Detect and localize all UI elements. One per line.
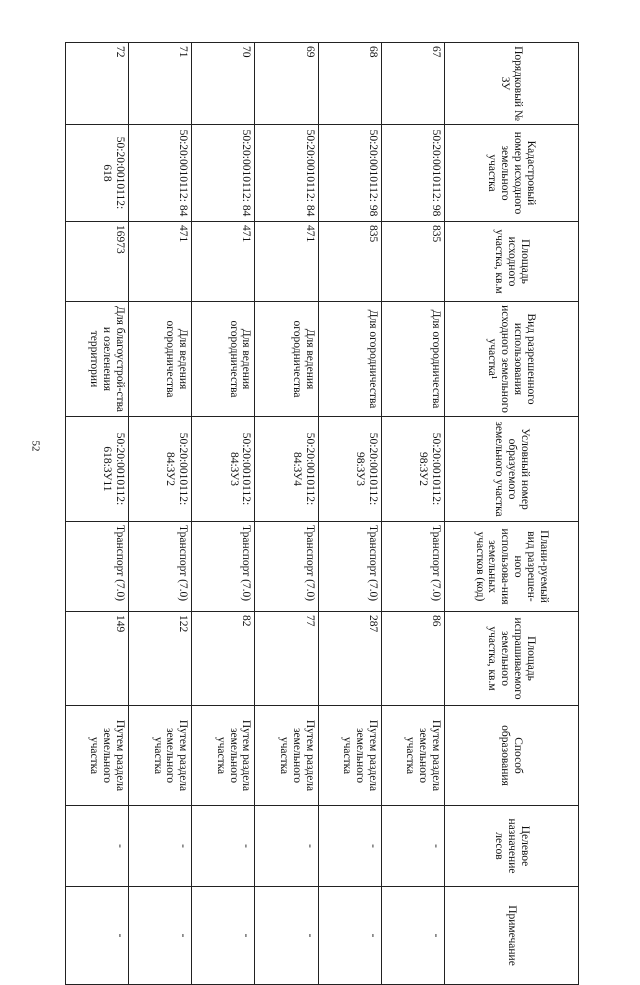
- cell-conditional-number: 50:20:0010112: 98:ЗУ3: [318, 417, 381, 522]
- cell-num: 72: [66, 43, 129, 125]
- header-note: Примечание: [444, 887, 578, 985]
- cell-use-source: Для огородничества: [381, 302, 444, 417]
- cell-planned-use: Транспорт (7.0): [129, 522, 192, 612]
- table-row: [66, 43, 129, 985]
- cell-note: -: [192, 887, 255, 985]
- cell-area-source: 835: [381, 222, 444, 302]
- cell-area-requested: 77: [255, 612, 318, 706]
- header-cadastral-source: Кадастровый номер исходного земельного участка: [444, 125, 578, 222]
- cell-method: Путем раздела земельного участка: [66, 706, 129, 806]
- cell-cadastral-source: 50:20:0010112: 618: [66, 125, 129, 222]
- cell-num: 71: [129, 43, 192, 125]
- cell-planned-use: Транспорт (7.0): [192, 522, 255, 612]
- cell-conditional-number: 50:20:0010112: 618:ЗУ11: [66, 417, 129, 522]
- land-plots-table-container: [65, 42, 579, 966]
- cell-use-source: Для благоустрой-ства и озеленения территории: [66, 302, 129, 417]
- cell-conditional-number: 50:20:0010112: 84:ЗУ4: [255, 417, 318, 522]
- cell-use-source: Для ведения огородничества: [129, 302, 192, 417]
- cell-method: Путем раздела земельного участка: [318, 706, 381, 806]
- header-area-requested: Площадь испрашиваемого земельного участка, кв.м: [444, 612, 578, 706]
- land-plots-table: [65, 42, 579, 985]
- cell-forest-purpose: -: [318, 806, 381, 887]
- cell-forest-purpose: -: [381, 806, 444, 887]
- cell-method: Путем раздела земельного участка: [381, 706, 444, 806]
- header-method: Способ образования: [444, 706, 578, 806]
- cell-planned-use: Транспорт (7.0): [255, 522, 318, 612]
- cell-area-source: 835: [318, 222, 381, 302]
- cell-note: -: [66, 887, 129, 985]
- cell-note: -: [255, 887, 318, 985]
- table-header-row: [444, 43, 578, 985]
- header-forest-purpose: Целевое назначение лесов: [444, 806, 578, 887]
- cell-forest-purpose: -: [66, 806, 129, 887]
- cell-cadastral-source: 50:20:0010112: 84: [255, 125, 318, 222]
- cell-conditional-number: 50:20:0010112: 84:ЗУ2: [129, 417, 192, 522]
- cell-cadastral-source: 50:20:0010112: 98: [318, 125, 381, 222]
- page-number: 52: [29, 440, 42, 452]
- cell-method: Путем раздела земельного участка: [129, 706, 192, 806]
- cell-area-source: 471: [129, 222, 192, 302]
- cell-note: -: [129, 887, 192, 985]
- cell-conditional-number: 50:20:0010112: 84:ЗУ3: [192, 417, 255, 522]
- table-row: [318, 43, 381, 985]
- header-conditional-number: Условный номер образуемого земельного участка: [444, 417, 578, 522]
- cell-planned-use: Транспорт (7.0): [381, 522, 444, 612]
- cell-use-source: Для ведения огородничества: [192, 302, 255, 417]
- cell-area-requested: 122: [129, 612, 192, 706]
- cell-area-requested: 149: [66, 612, 129, 706]
- header-planned-use: Плани-руемый вид разрешен-ного использова-ния земельных участков (код): [444, 522, 578, 612]
- cell-area-requested: 82: [192, 612, 255, 706]
- cell-num: 67: [381, 43, 444, 125]
- cell-forest-purpose: -: [192, 806, 255, 887]
- table-row: [192, 43, 255, 985]
- cell-num: 69: [255, 43, 318, 125]
- cell-num: 68: [318, 43, 381, 125]
- cell-planned-use: Транспорт (7.0): [66, 522, 129, 612]
- table-row: [255, 43, 318, 985]
- cell-forest-purpose: -: [255, 806, 318, 887]
- header-area-source: Площадь исходного участка, кв.м: [444, 222, 578, 302]
- header-use-source: Вид разрешенного использования исходного земельного участка¹: [444, 302, 578, 417]
- cell-method: Путем раздела земельного участка: [255, 706, 318, 806]
- cell-area-requested: 287: [318, 612, 381, 706]
- cell-use-source: Для огородничества: [318, 302, 381, 417]
- cell-num: 70: [192, 43, 255, 125]
- cell-planned-use: Транспорт (7.0): [318, 522, 381, 612]
- cell-cadastral-source: 50:20:0010112: 84: [129, 125, 192, 222]
- cell-use-source: Для ведения огородничества: [255, 302, 318, 417]
- cell-note: -: [318, 887, 381, 985]
- cell-forest-purpose: -: [129, 806, 192, 887]
- cell-area-source: 16973: [66, 222, 129, 302]
- header-num: Порядковый № ЗУ: [444, 43, 578, 125]
- cell-area-source: 471: [192, 222, 255, 302]
- cell-note: -: [381, 887, 444, 985]
- cell-cadastral-source: 50:20:0010112: 84: [192, 125, 255, 222]
- table-row: [381, 43, 444, 985]
- cell-method: Путем раздела земельного участка: [192, 706, 255, 806]
- cell-area-source: 471: [255, 222, 318, 302]
- cell-cadastral-source: 50:20:0010112: 98: [381, 125, 444, 222]
- cell-conditional-number: 50:20:0010112: 98:ЗУ2: [381, 417, 444, 522]
- cell-area-requested: 86: [381, 612, 444, 706]
- table-row: [129, 43, 192, 985]
